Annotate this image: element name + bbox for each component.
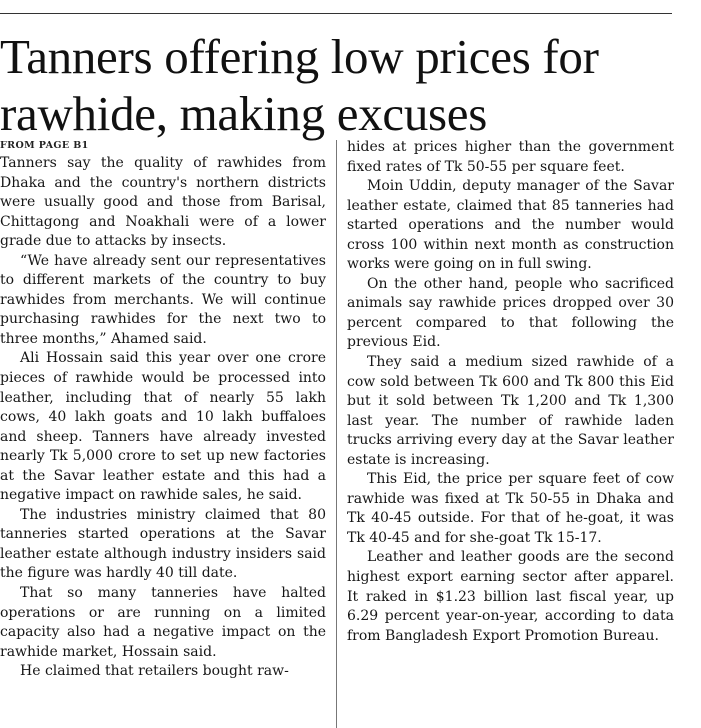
paragraph: Tanners say the quality of rawhides from Dhaka and the country's northern districts were usually good and those from Barisal, Chittagong and Noakhali were of a lower grade due to attacks by insects. [0, 155, 326, 250]
jump-label: FROM PAGE B1 [0, 140, 89, 151]
paragraph: “We have already sent our representatives to different markets of the country to buy rawhides from merchants. We will continue purchasing rawhides for the next two to three months,” Ahamed said. [0, 252, 326, 347]
paragraph: That so many tanneries have halted operations or are running on a limited capacity also had a negative impact on the rawhide market, Hossain said. [0, 585, 326, 660]
paragraph: Moin Uddin, deputy manager of the Savar leather estate, claimed that 85 tanneries had started operations and the number would cross 100 within next month as construction works were going on in full swing. [347, 178, 674, 273]
headline: Tanners offering low prices for rawhide, making excuses [0, 29, 599, 141]
paragraph: The industries ministry claimed that 80 tanneries started operations at the Savar leather estate although industry insiders said the figure was hardly 40 till date. [0, 506, 326, 582]
paragraph: This Eid, the price per square feet of cow rawhide was fixed at Tk 50-55 in Dhaka and Tk 40-45 outside. For that of he-goat, it was Tk 40-45 and for she-goat Tk 15-17. [347, 471, 674, 546]
left-column [0, 138, 326, 682]
paragraph: They said a medium sized rawhide of a cow sold between Tk 600 and Tk 800 this Eid but it sold between Tk 1,200 and Tk 1,300 last year. The number of rawhide laden trucks arriving every day at the Savar leather estate is increasing. [347, 354, 674, 468]
top-rule [0, 13, 672, 14]
paragraph: He claimed that retailers bought raw- [20, 663, 289, 680]
paragraph: Leather and leather goods are the second highest export earning sector after apparel. It raked in $1.23 billion last fiscal year, up 6.29 percent year-on-year, according to data from Bangladesh Export Promotion Bureau. [347, 549, 674, 644]
column-divider [336, 140, 337, 728]
paragraph: hides at prices higher than the government fixed rates of Tk 50-55 per square feet. [347, 139, 674, 175]
right-column [347, 138, 674, 646]
paragraph: On the other hand, people who sacrificed animals say rawhide prices dropped over 30 percent compared to that following the previous Eid. [347, 275, 674, 351]
paragraph: Ali Hossain said this year over one crore pieces of rawhide would be processed into leather, including that of nearly 55 lakh cows, 40 lakh goats and 10 lakh buffaloes and sheep. Tanners have already invested nearly Tk 5,000 crore to set up new factories at the Savar leather estate and this had a negative impact on rawhide sales, he said. [0, 350, 326, 504]
